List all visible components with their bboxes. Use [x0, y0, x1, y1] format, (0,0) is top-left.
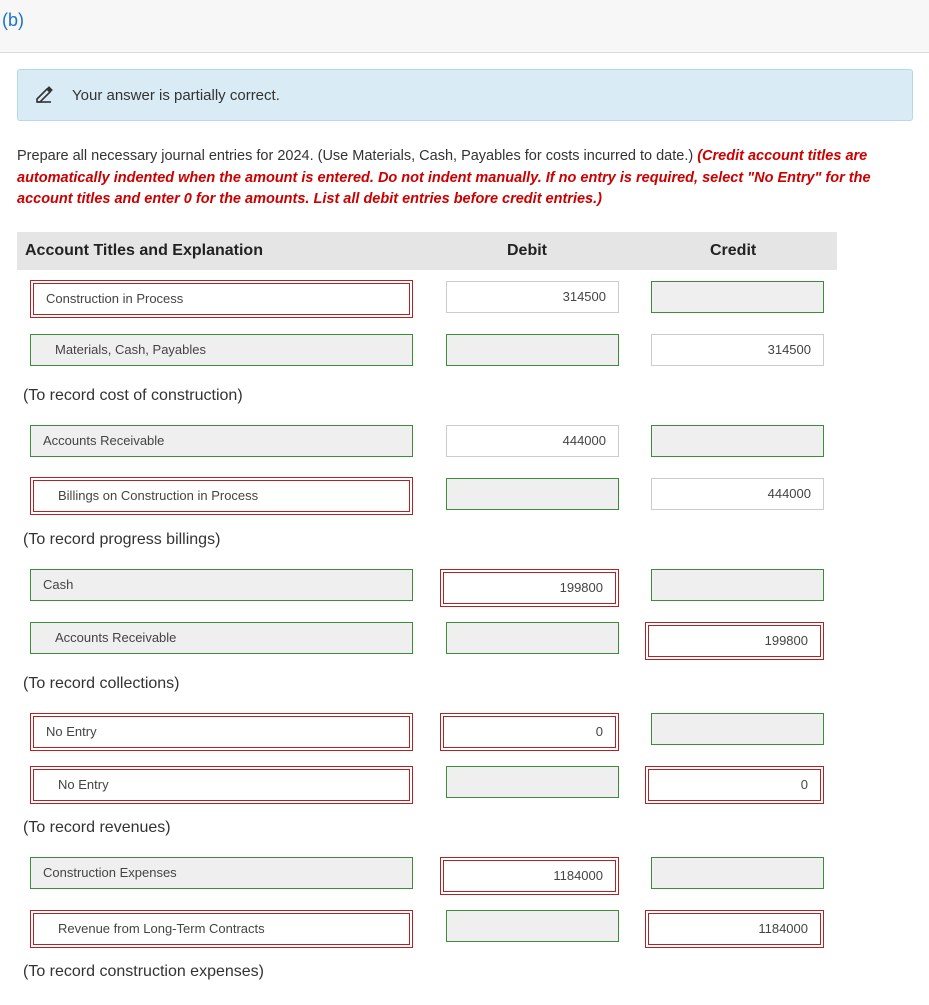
account-field[interactable]: Billings on Construction in Process — [33, 480, 410, 512]
header-debit: Debit — [507, 242, 547, 259]
instructions-red: (Credit account titles are automatically indented when the amount is entered. Do not indent manually. If no entry is required, select "No Entry" for the account titles and enter 0 for the amounts. List all debit entries before credit entries.) — [17, 148, 871, 207]
account-field[interactable]: Materials, Cash, Payables — [30, 334, 413, 366]
debit-field[interactable]: 314500 — [446, 281, 619, 313]
entry-explanation: (To record collections) — [23, 675, 180, 692]
account-field[interactable]: Construction in Process — [33, 283, 410, 315]
table-header — [17, 232, 837, 270]
feedback-banner — [17, 69, 913, 121]
pencil-icon — [34, 84, 54, 104]
entry-explanation: (To record cost of construction) — [23, 387, 243, 404]
entry-explanation: (To record construction expenses) — [23, 963, 264, 980]
credit-field[interactable] — [651, 281, 824, 313]
part-label: (b) — [2, 10, 24, 30]
feedback-message: Your answer is partially correct. — [72, 87, 280, 104]
account-field[interactable]: Cash — [30, 569, 413, 601]
debit-field[interactable]: 1184000 — [443, 860, 616, 892]
account-field[interactable]: Accounts Receivable — [30, 622, 413, 654]
account-field[interactable]: No Entry — [33, 769, 410, 801]
entry-explanation: (To record progress billings) — [23, 531, 221, 548]
debit-field[interactable] — [446, 910, 619, 942]
part-header — [0, 0, 929, 53]
debit-field[interactable]: 444000 — [446, 425, 619, 457]
credit-field[interactable]: 1184000 — [648, 913, 821, 945]
debit-field[interactable] — [446, 478, 619, 510]
entry-explanation: (To record revenues) — [23, 819, 171, 836]
header-account: Account Titles and Explanation — [25, 242, 263, 259]
account-field[interactable]: Accounts Receivable — [30, 425, 413, 457]
credit-field[interactable] — [651, 857, 824, 889]
instructions-main: Prepare all necessary journal entries for 2024. (Use Materials, Cash, Payables for costs incurred to date.) — [17, 148, 698, 164]
credit-field[interactable] — [651, 425, 824, 457]
account-field[interactable]: Revenue from Long-Term Contracts — [33, 913, 410, 945]
instructions — [17, 146, 917, 211]
debit-field[interactable] — [446, 766, 619, 798]
credit-field[interactable]: 199800 — [648, 625, 821, 657]
debit-field[interactable] — [446, 622, 619, 654]
credit-field[interactable]: 0 — [648, 769, 821, 801]
debit-field[interactable]: 199800 — [443, 572, 616, 604]
debit-field[interactable] — [446, 334, 619, 366]
debit-field[interactable]: 0 — [443, 716, 616, 748]
credit-field[interactable] — [651, 713, 824, 745]
credit-field[interactable]: 314500 — [651, 334, 824, 366]
credit-field[interactable] — [651, 569, 824, 601]
credit-field[interactable]: 444000 — [651, 478, 824, 510]
header-credit: Credit — [710, 242, 757, 259]
account-field[interactable]: Construction Expenses — [30, 857, 413, 889]
account-field[interactable]: No Entry — [33, 716, 410, 748]
